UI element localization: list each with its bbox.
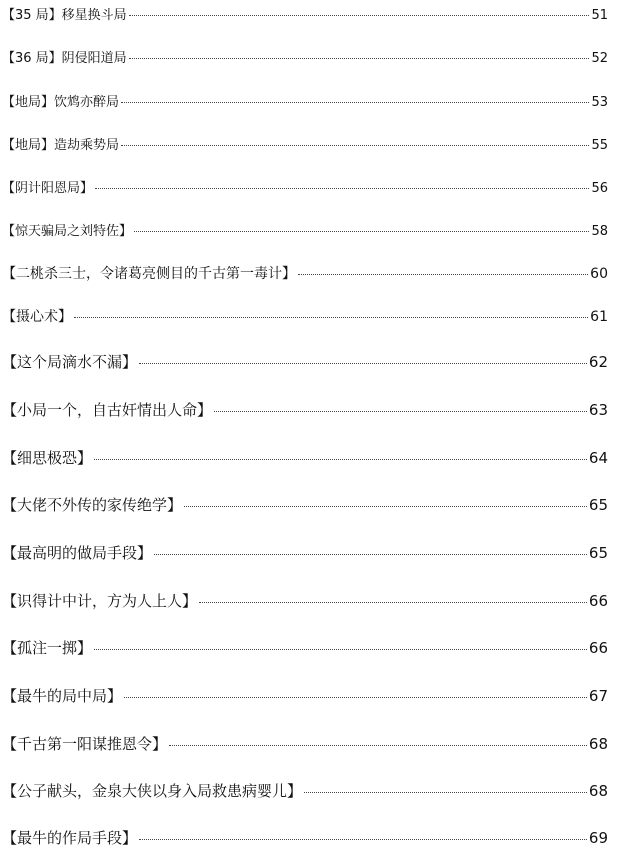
toc-entry-title: 【这个局滴水不漏】: [2, 353, 138, 371]
toc-entry[interactable]: [2, 91, 608, 110]
toc-entry-page: 60: [590, 266, 608, 282]
toc-entry-title: 【地局】造劫乘势局: [2, 138, 120, 153]
dot-leader: [134, 231, 589, 232]
dot-leader: [94, 459, 587, 460]
toc-entry[interactable]: [2, 780, 608, 801]
toc-entry[interactable]: [2, 637, 608, 658]
toc-entry[interactable]: [2, 177, 608, 196]
toc-entry-title: 【孤注一掷】: [2, 639, 93, 657]
toc-entry-title: 【最牛的作局手段】: [2, 829, 138, 847]
toc-entry[interactable]: [2, 827, 608, 848]
dot-leader: [169, 745, 587, 746]
dot-leader: [139, 363, 587, 364]
toc-entry-title: 【最高明的做局手段】: [2, 544, 153, 562]
dot-leader: [129, 15, 590, 16]
toc-entry-page: 67: [588, 687, 608, 705]
toc-entry-title: 【最牛的局中局】: [2, 687, 123, 705]
toc-entry-page: 64: [588, 449, 608, 467]
toc-entry-page: 66: [588, 592, 608, 610]
dot-leader: [184, 506, 587, 507]
dot-leader: [139, 839, 587, 840]
toc-entry-page: 65: [588, 544, 608, 562]
toc-entry[interactable]: [2, 685, 608, 706]
toc-entry-page: 61: [590, 309, 608, 325]
dot-leader: [121, 145, 589, 146]
toc-entry-title: 【大佬不外传的家传绝学】: [2, 496, 183, 514]
dot-leader: [298, 274, 588, 275]
toc-entry[interactable]: [2, 399, 608, 420]
toc-entry-title: 【公子献头，金泉大侠以身入局救患病婴儿】: [2, 782, 303, 800]
toc-entry-title: 【千古第一阳谋推恩令】: [2, 735, 168, 753]
toc-entry-title: 【小局一个，自古奸情出人命】: [2, 401, 213, 419]
dot-leader: [121, 102, 589, 103]
dot-leader: [214, 411, 587, 412]
dot-leader: [74, 317, 588, 318]
toc-entry-title: 【二桃杀三士，令诸葛亮侧目的千古第一毒计】: [2, 266, 296, 282]
toc-entry-page: 55: [591, 138, 608, 153]
toc-entry[interactable]: [2, 220, 608, 239]
dot-leader: [94, 649, 587, 650]
toc-entry[interactable]: [2, 263, 608, 283]
toc-entry-page: 62: [588, 353, 608, 371]
dot-leader: [95, 188, 589, 189]
toc-entry-page: 66: [588, 639, 608, 657]
dot-leader: [124, 697, 587, 698]
toc-entry-title: 【36 局】阴侵阳道局: [2, 51, 127, 66]
toc-entry[interactable]: [2, 306, 608, 326]
toc-entry-title: 【地局】饮鸩亦醉局: [2, 95, 120, 110]
toc-entry[interactable]: [2, 47, 608, 66]
toc-entry[interactable]: [2, 4, 608, 23]
toc-entry-title: 【识得计中计，方为人上人】: [2, 592, 198, 610]
toc-entry-title: 【摄心术】: [2, 309, 72, 325]
toc-entry[interactable]: [2, 542, 608, 563]
toc-entry-page: 51: [591, 8, 608, 23]
toc-entry[interactable]: [2, 494, 608, 515]
toc-entry-page: 58: [591, 224, 608, 239]
toc-entry[interactable]: [2, 590, 608, 611]
dot-leader: [129, 58, 590, 59]
toc-entry[interactable]: [2, 447, 608, 468]
toc-entry-page: 68: [588, 782, 608, 800]
toc-entry-title: 【细思极恐】: [2, 449, 93, 467]
toc-entry-page: 69: [588, 829, 608, 847]
toc-entry-page: 52: [591, 51, 608, 66]
toc-entry-page: 53: [591, 95, 608, 110]
toc-entry-page: 63: [588, 401, 608, 419]
toc-entry[interactable]: [2, 733, 608, 754]
dot-leader: [199, 602, 587, 603]
toc-entry-page: 68: [588, 735, 608, 753]
toc-entry-page: 56: [591, 181, 608, 196]
dot-leader: [154, 554, 587, 555]
toc-entry-page: 65: [588, 496, 608, 514]
toc-entry-title: 【阴计阳恩局】: [2, 181, 94, 196]
dot-leader: [304, 792, 587, 793]
toc-entry[interactable]: [2, 351, 608, 372]
toc-entry[interactable]: [2, 134, 608, 153]
toc-entry-title: 【惊天骗局之刘特佐】: [2, 224, 133, 239]
toc-entry-title: 【35 局】移星换斗局: [2, 8, 127, 23]
